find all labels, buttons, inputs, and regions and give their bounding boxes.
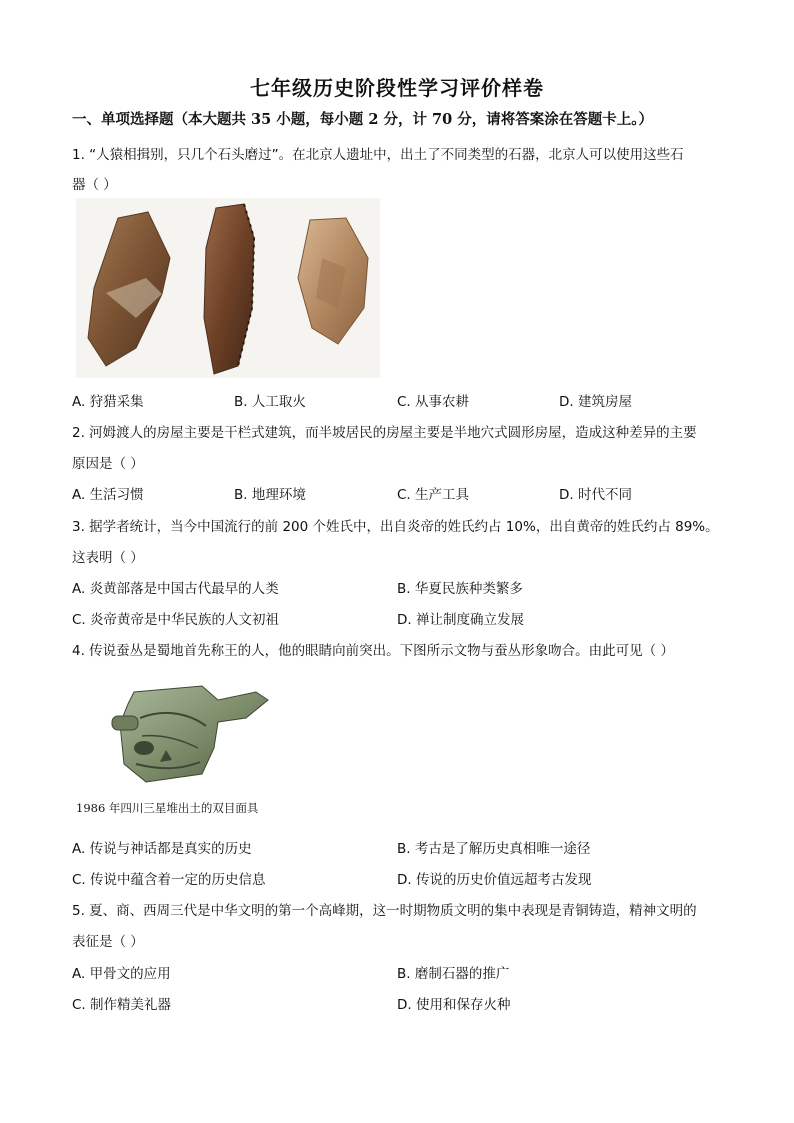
q3-option-a: A. 炎黄部落是中国古代最早的人类 xyxy=(72,581,279,597)
q5-option-c: C. 制作精美礼器 xyxy=(72,997,172,1013)
q4-option-b: B. 考古是了解历史真相唯一途径 xyxy=(397,841,591,857)
q1-option-a: A. 狩猎采集 xyxy=(72,394,144,410)
q3-option-c: C. 炎帝黄帝是中华民族的人文初祖 xyxy=(72,612,280,628)
q1-option-c: C. 从事农耕 xyxy=(397,394,470,410)
q4-option-c: C. 传说中蕴含着一定的历史信息 xyxy=(72,872,266,888)
question-1-text-cont: 器（ ） xyxy=(72,177,117,193)
q2-option-c: C. 生产工具 xyxy=(397,487,470,503)
question-3-text-cont: 这表明（ ） xyxy=(72,550,144,566)
q3-option-d: D. 禅让制度确立发展 xyxy=(397,612,524,628)
q2-option-a: A. 生活习惯 xyxy=(72,487,144,503)
bronze-mask-photo xyxy=(106,678,276,790)
figure-caption: 1986 年四川三星堆出土的双目面具 xyxy=(76,801,259,815)
question-2-text-cont: 原因是（ ） xyxy=(72,456,144,472)
q3-option-b: B. 华夏民族种类繁多 xyxy=(397,581,523,597)
q5-option-d: D. 使用和保存火种 xyxy=(397,997,511,1013)
q1-option-d: D. 建筑房屋 xyxy=(559,394,632,410)
question-1-text: 1. “人猿相揖别，只几个石头磨过”。在北京人遗址中，出土了不同类型的石器，北京人可以使用这些石 xyxy=(72,147,684,163)
q2-option-d: D. 时代不同 xyxy=(559,487,632,503)
q1-option-b: B. 人工取火 xyxy=(234,394,306,410)
question-5-text-cont: 表征是（ ） xyxy=(72,934,144,950)
q2-option-b: B. 地理环境 xyxy=(234,487,306,503)
question-4-text: 4. 传说蚕丛是蜀地首先称王的人，他的眼睛向前突出。下图所示文物与蚕丛形象吻合。由此可见（ ） xyxy=(72,643,674,659)
question-5-text: 5. 夏、商、西周三代是中华文明的第一个高峰期，这一时期物质文明的集中表现是青铜铸造，精神文明的 xyxy=(72,903,697,919)
stone-tools-photo xyxy=(76,198,380,378)
q5-option-b: B. 磨制石器的推广 xyxy=(397,966,510,982)
question-3-text: 3. 据学者统计，当今中国流行的前 200 个姓氏中，出自炎帝的姓氏约占 10%，出自黄帝的姓氏约占 89%。 xyxy=(72,519,719,535)
q4-option-a: A. 传说与神话都是真实的历史 xyxy=(72,841,252,857)
page-title: 七年级历史阶段性学习评价样卷 xyxy=(250,76,544,100)
q5-option-a: A. 甲骨文的应用 xyxy=(72,966,171,982)
q4-option-d: D. 传说的历史价值远超考古发现 xyxy=(397,872,592,888)
question-2-text: 2. 河姆渡人的房屋主要是干栏式建筑，而半坡居民的房屋主要是半地穴式圆形房屋，造成这种差异的主要 xyxy=(72,425,697,441)
section-heading: 一、单项选择题（本大题共 35 小题，每小题 2 分，计 70 分，请将答案涂在答题卡上。） xyxy=(72,111,653,128)
